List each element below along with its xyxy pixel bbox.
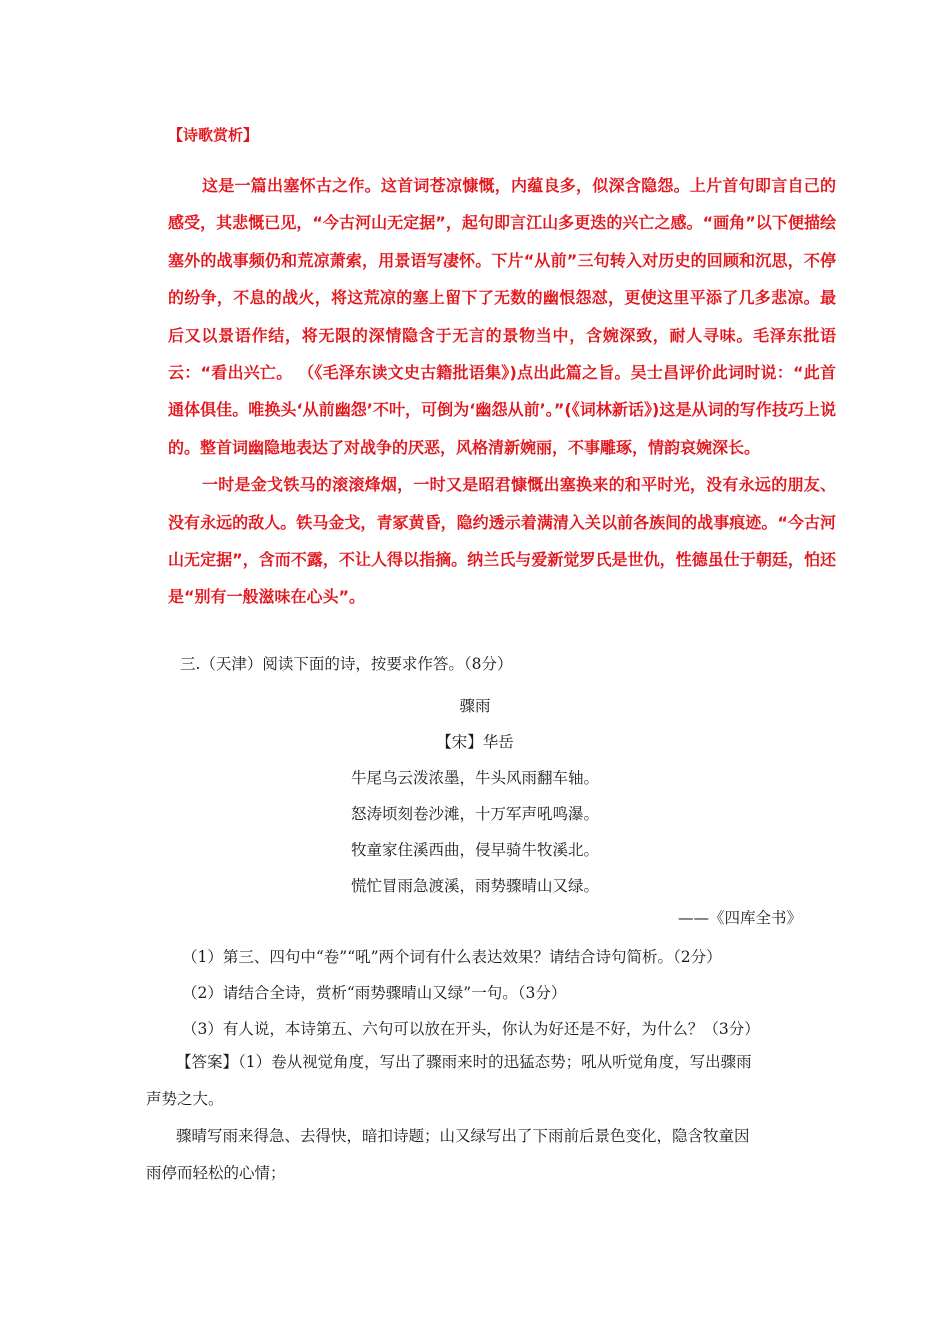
answer-label: 【答案】 xyxy=(176,1053,239,1071)
answer-line-2: 声势之大。 xyxy=(146,1090,224,1108)
poem-title: 骤雨 xyxy=(459,697,491,715)
answer-line-1 xyxy=(168,1044,808,1081)
sub-question-1: （1）第三、四句中“卷”“吼”两个词有什么表达效果？请结合诗句简析。（2分） xyxy=(182,948,722,966)
appreciation-paragraph-2: 一时是金戈铁马的滚滚烽烟，一时又是昭君慷慨出塞换来的和平时光，没有永远的朋友、没有永远的敌人。铁马金戈，青冢黄昏，隐约透示着满清入关以前各族间的战事痕迹。“今古河山无定据”，含而不露，不让人得以指摘。纳兰氏与爱新觉罗氏是世仇，性德虽仕于朝廷，怕还是“别有一般滋味在心头”。 xyxy=(168,475,836,607)
answer-line-4: 雨停而轻松的心情； xyxy=(146,1164,286,1182)
answer-line-3: 骤晴写雨来得急、去得快，暗扣诗题；山又绿写出了下雨前后景色变化，隐含牧童因 xyxy=(176,1127,750,1145)
poem-line: 慌忙冒雨急渡溪，雨势骤晴山又绿。 xyxy=(350,877,599,895)
answer-block xyxy=(146,1044,808,1192)
poem-line: 牛尾乌云泼浓墨，牛头风雨翻车轴。 xyxy=(350,769,599,787)
poem-line: 牧童家住溪西曲，侵早骑牛牧溪北。 xyxy=(350,841,599,859)
appreciation-heading: 【诗歌赏析】 xyxy=(168,126,259,144)
sub-question-2: （2）请结合全诗，赏析“雨势骤晴山又绿”一句。（3分） xyxy=(182,984,567,1002)
poem-author: 【宋】华岳 xyxy=(436,733,514,751)
appreciation-body xyxy=(168,167,836,616)
appreciation-paragraph-1: 这是一篇出塞怀古之作。这首词苍凉慷慨，内蕴良多，似深含隐怨。上片首句即言自己的感受，其悲慨已见，“今古河山无定据”，起句即言江山多更迭的兴亡之感。“画角”以下便描绘塞外的战事频仍和荒凉萧索，用景语写凄怀。下片“从前”三句转入对历史的回顾和沉思，不停的纷争，不息的战火，将这荒凉的塞上留下了无数的幽恨怨怼，更使这里平添了几多悲凉。最后又以景语作结，将无限的深情隐含于无言的景物当中，含婉深致，耐人寻味。毛泽东批语云：“看出兴亡。 （《毛泽东读文史古籍批语集》)点出此篇之旨。吴士昌评价此词时说：“此首通体俱佳。唯换头‘从前幽怨’不叶，可倒为‘幽怨从前’。”(《词林新话》)这是从词的写作技巧上说的。整首词幽隐地表达了对战争的厌恶，风格清新婉丽，不事雕琢，情韵哀婉深长。 xyxy=(168,176,836,457)
question-intro: 三.（天津）阅读下面的诗，按要求作答。（8分） xyxy=(180,655,513,673)
sub-question-3: （3）有人说，本诗第五、六句可以放在开头，你认为好还是不好，为什么？（3分） xyxy=(182,1020,760,1038)
answer-text-1: （1）卷从视觉角度，写出了骤雨来时的迅猛态势；吼从听觉角度，写出骤雨 xyxy=(238,1053,752,1071)
poem-line: 怒涛顷刻卷沙滩，十万军声吼鸣瀑。 xyxy=(350,805,599,823)
poem-source: ——《四库全书》 xyxy=(677,909,802,927)
